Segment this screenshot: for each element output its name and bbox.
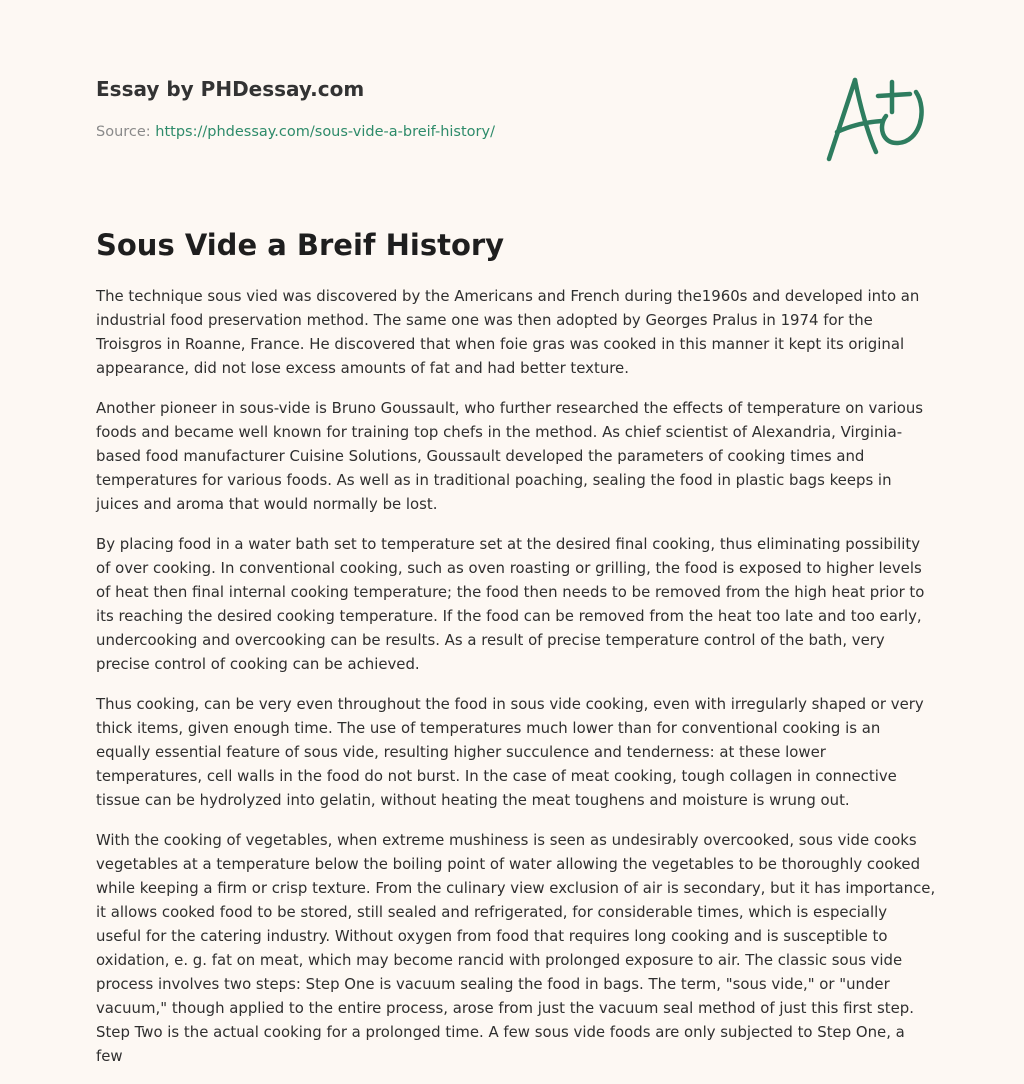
essay-body (96, 284, 936, 1084)
paragraph: With the cooking of vegetables, when extreme mushiness is seen as undesirably overcooked, sous vide cooks vegetables at a temperature below the boiling point of water allowing the vegetables to be thoroughly cooked while keeping a firm or crisp texture. From the culinary view exclusion of air is secondary, but it has importance, it allows cooked food to be stored, still sealed and refrigerated, for considerable times, which is especially useful for the catering industry. Without oxygen from food that requires long cooking and is susceptible to oxidation, e. g. fat on meat, which may become rancid with prolonged exposure to air. The classic sous vide process involves two steps: Step One is vacuum sealing the food in bags. The term, "sous vide," or "under vacuum," though applied to the entire process, arose from just the vacuum seal method of just this first step. Step Two is the actual cooking for a prolonged time. A few sous vide foods are only subjected to Step One, a few (96, 831, 936, 1065)
source-label: Source: (96, 124, 156, 140)
source-line (96, 122, 736, 142)
paragraph: Another pioneer in sous-vide is Bruno Goussault, who further researched the effects of temperature on various foods and became well known for training top chefs in the method. As chief scientist of Alexandria, Virginia-based food manufacturer Cuisine Solutions, Goussault developed the parameters of cooking times and temperatures for various foods. As well as in traditional poaching, sealing the food in plastic bags keeps in juices and aroma that would normally be lost. (96, 399, 924, 513)
paragraph: Thus cooking, can be very even throughout the food in sous vide cooking, even with irregularly shaped or very thick items, given enough time. The use of temperatures much lower than for conventional cooking is an equally essential feature of sous vide, resulting higher succulence and tenderness: at these lower temperatures, cell walls in the food do not burst. In the case of meat cooking, tough collagen in connective tissue can be hydrolyzed into gelatin, without heating the meat toughens and moisture is wrung out. (96, 695, 924, 809)
source-link[interactable]: https://phdessay.com/sous-vide-a-breif-history/ (155, 124, 495, 140)
a-plus-grade-icon (822, 66, 932, 166)
essay-title: Sous Vide a Breif History (96, 228, 505, 262)
page-header (96, 74, 736, 142)
paragraph: By placing food in a water bath set to temperature set at the desired final cooking, thus eliminating possibility of over cooking. In conventional cooking, such as oven roasting or grilling, the food is exposed to higher levels of heat then final internal cooking temperature; the food then needs to be removed from the high heat prior to its reaching the desired cooking temperature. If the food can be removed from the heat too late and too early, undercooking and overcooking can be results. As a result of precise temperature control of the bath, very precise control of cooking can be achieved. (96, 535, 925, 673)
paragraph: The technique sous vied was discovered by the Americans and French during the1960s and developed into an industrial food preservation method. The same one was then adopted by Georges Pralus in 1974 for the Troisgros in Roanne, France. He discovered that when foie gras was cooked in this manner it kept its original appearance, did not lose excess amounts of fat and had better texture. (96, 287, 920, 377)
brand-title: Essay by PHDessay.com (96, 77, 365, 101)
